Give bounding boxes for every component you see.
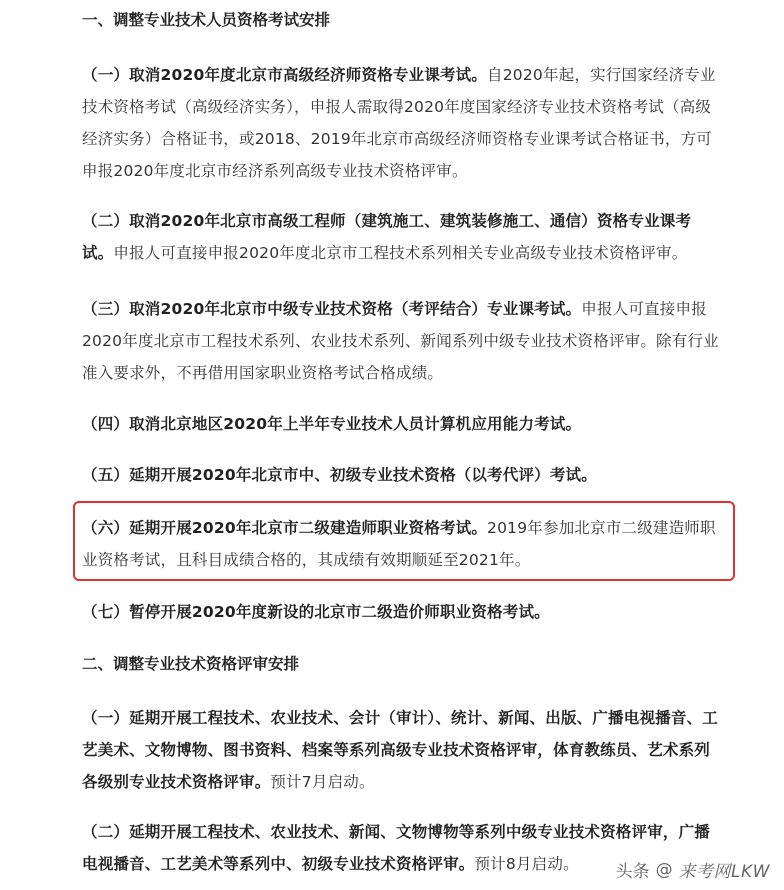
list-item [82,408,722,440]
item-lead: （二）延期开展工程技术、农业技术、新闻、文物博物等系列中级专业技术资格评审，广播电视播音、工艺美术等系列中、初级专业技术资格评审。 [82,823,711,873]
list-item [82,59,722,187]
section-title-2: 二、调整专业技术资格评审安排 [82,655,300,673]
item-lead: （一）延期开展工程技术、农业技术、会计（审计）、统计、新闻、出版、广播电视播音、工艺美术、文物博物、图书资料、档案等系列高级专业技术资格评审，体育教练员、艺术系列各级别专业技术资格评审。 [82,709,718,791]
item-text: 自2020年起，实行国家经济专业技术资格考试（高级经济实务），申报人需取得2020年度国家经济专业技术资格考试（高级经济实务）合格证书，或2018、2019年北京市高级经济师资格专业课考试合格证书，方可申报2020年度北京市经济系列高级专业技术资格评审。 [82,66,716,180]
list-item [82,459,722,491]
item-lead: （一）取消2020年度北京市高级经济师资格专业课考试。 [82,66,488,84]
list-item-highlighted [82,512,722,576]
list-item [82,293,722,389]
item-text: 预计7月启动。 [270,773,375,791]
item-text: 申报人可直接申报2020年度北京市工程技术系列、农业技术系列、新闻系列中级专业技术资格评审。除有行业准入要求外，不再借用国家职业资格考试合格成绩。 [82,300,719,382]
item-lead: （六）延期开展2020年北京市二级建造师职业资格考试。 [82,519,488,537]
item-text: 2019年参加北京市二级建造师职业资格考试，且科目成绩合格的，其成绩有效期顺延至2021年。 [82,519,716,569]
at-icon: @ [655,859,673,880]
watermark-prefix: 头条 [615,862,650,882]
item-lead: （四）取消北京地区2020年上半年专业技术人员计算机应用能力考试。 [82,415,582,433]
item-text: 申报人可直接申报2020年度北京市工程技术系列相关专业高级专业技术资格评审。 [113,244,688,262]
item-text: 预计8月启动。 [474,855,579,873]
watermark [616,857,770,882]
watermark-brand: 来考网LKW [678,862,770,882]
list-item [82,596,722,628]
list-item [82,205,722,269]
section-title-1: 一、调整专业技术人员资格考试安排 [82,11,331,29]
item-lead: （三）取消2020年北京市中级专业技术资格（考评结合）专业课考试。 [82,300,582,318]
item-lead: （五）延期开展2020年北京市中、初级专业技术资格（以考代评）考试。 [82,466,597,484]
item-lead: （二）取消2020年北京市高级工程师（建筑施工、建筑装修施工、通信）资格专业课考试。 [82,212,692,262]
item-lead: （七）暂停开展2020年度新设的北京市二级造价师职业资格考试。 [82,603,550,621]
list-item [82,702,722,798]
